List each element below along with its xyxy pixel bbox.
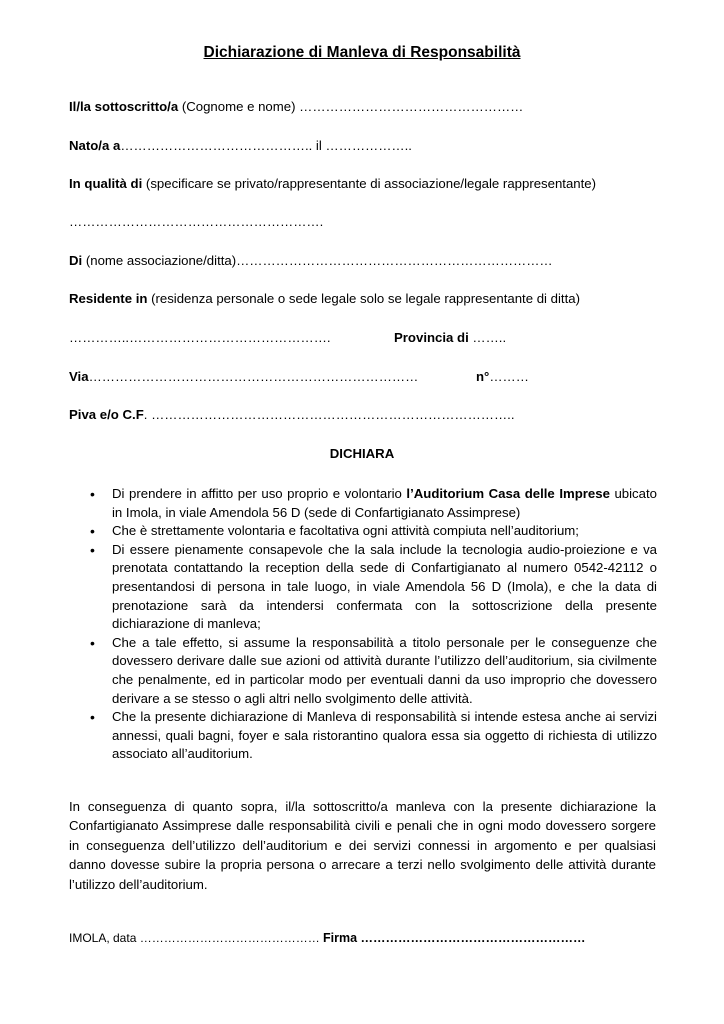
piva-dots: . ……………………………………………………………………….. <box>143 407 515 422</box>
piva-label: Piva e/o C.F <box>69 407 144 422</box>
field-residente-dots[interactable]: …………..………………………………………. <box>69 330 331 345</box>
declaration-item <box>112 485 657 522</box>
auditorium-name: l’Auditorium Casa delle Imprese <box>406 486 610 501</box>
declaration-item <box>112 708 657 764</box>
dichiara-heading: DICHIARA <box>329 446 395 461</box>
field-numero[interactable] <box>476 369 529 384</box>
numero-label: n° <box>476 369 490 384</box>
provincia-dots: …….. <box>468 330 507 345</box>
document-title: Dichiarazione di Manleva di Responsabilità <box>203 44 521 61</box>
field-di[interactable] <box>69 253 553 268</box>
field-nato[interactable] <box>69 138 412 153</box>
place-date: IMOLA, data ……………………………………… <box>69 931 324 945</box>
via-dots: ………………………………………………………………… <box>88 369 419 384</box>
firma-label: Firma ……………………………………………… <box>323 931 586 945</box>
declaration-text: Che è strettamente volontaria e facoltativa ogni attività compiuta nell’auditorium; <box>112 523 579 539</box>
conclusion-paragraph: In conseguenza di quanto sopra, il/la sottoscritto/a manleva con la presente dichiarazione la Confartigianato Assimprese dalle responsabilità civili e penali che in ogni modo dovessero sorgere in conseguenza dell’utilizzo dell’auditorium e dei servizi connessi in argomento e per qualsiasi danno dovesse subire la propria persona o arrecare a terzi nello svolgimento delle attività durante l’utilizzo dell’auditorium. <box>69 799 656 892</box>
field-piva[interactable] <box>69 407 514 422</box>
di-hint: (nome associazione/ditta)……………………………………………………………… <box>82 253 553 268</box>
declaration-text: Che a tale effetto, si assume la responsabilità a titolo personale per le conseguenze che dovessero derivare dalle sue azioni od attività durante l’utilizzo dell’auditorium, sia civilmente che penalmente, ed in particolar modo per eventuali danni da uso improprio che dovessero derivare a se stesso o agli altri nello svolgimento delle attività. <box>112 634 657 706</box>
nato-dots: …………………………………….. il ……………….. <box>120 138 412 153</box>
residente-label: Residente in <box>69 291 148 306</box>
declaration-list <box>0 485 724 764</box>
declaration-text: Di prendere in affitto per uso proprio e volontario <box>112 486 407 501</box>
di-label: Di <box>69 253 83 268</box>
qualita-hint: (specificare se privato/rappresentante di associazione/legale rappresentante) <box>142 176 597 191</box>
sottoscritto-label: Il/la sottoscritto/a <box>69 99 179 114</box>
declaration-item <box>112 634 657 708</box>
sottoscritto-hint: (Cognome e nome) …………………………………………… <box>178 99 524 114</box>
field-via[interactable] <box>69 369 418 384</box>
declaration-item <box>112 541 657 634</box>
signature-line[interactable] <box>69 931 586 945</box>
declaration-text: Che la presente dichiarazione di Manleva di responsabilità si intende estesa anche ai servizi annessi, quali bagni, foyer e sala ristorantino qualora essa sia oggetto di richiesta di utilizzo associato all’auditorium. <box>112 709 657 762</box>
residente-hint: (residenza personale o sede legale solo se legale rappresentante di ditta) <box>147 291 580 306</box>
field-residente[interactable] <box>69 291 580 306</box>
numero-dots: ……… <box>489 369 529 384</box>
field-provincia[interactable] <box>394 330 506 345</box>
qualita-label: In qualità di <box>69 176 143 191</box>
declaration-item <box>112 522 657 541</box>
field-qualita-dots[interactable]: …………………………………………………. <box>69 214 324 229</box>
declaration-text: ubicato in Imola, in viale Amendola 56 D (sede di Confartigianato Assimprese) <box>112 486 657 520</box>
provincia-label: Provincia di <box>394 330 469 345</box>
via-label: Via <box>69 369 89 384</box>
nato-label: Nato/a a <box>69 138 121 153</box>
declaration-text: Di essere pienamente consapevole che la sala include la tecnologia audio-proiezione e va prenotata contattando la reception della sede di Confartigianato al numero 0542-42112 o presentandosi di persona in tale luogo, in viale Amendola 56 D (Imola), e che la data di prenotazione sarà da intendersi confermata con la sottoscrizione della presente dichiarazione di manleva; <box>112 541 657 632</box>
field-sottoscritto[interactable] <box>69 99 523 114</box>
field-qualita[interactable] <box>69 176 596 191</box>
